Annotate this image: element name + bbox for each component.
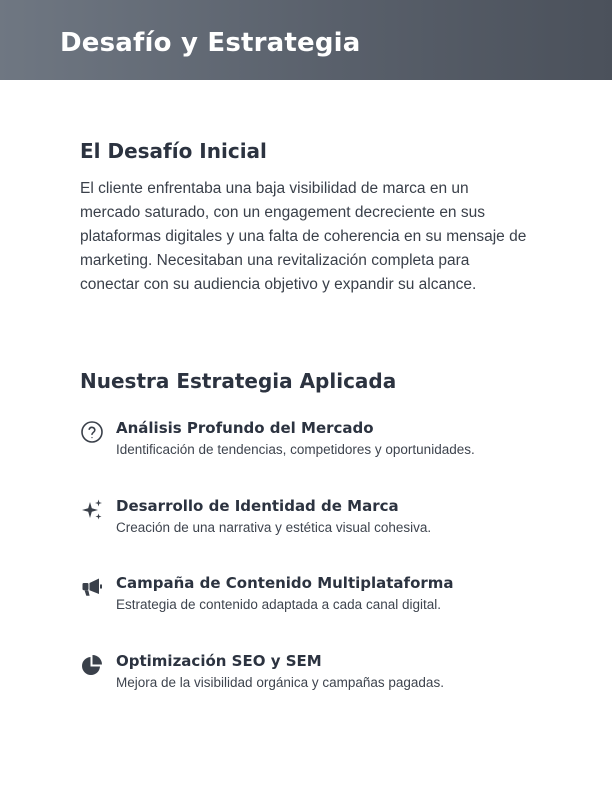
question-circle-icon	[80, 420, 104, 444]
challenge-body: El cliente enfrentaba una baja visibilidad de marca en un mercado saturado, con un engagement decreciente en sus plataformas digitales y una falta de coherencia en su mensaje de marketing. Necesitaban una revitalización completa para conectar con su audiencia objetivo y expandir su alcance.	[80, 180, 527, 293]
strategy-item-content-campaign	[80, 573, 550, 623]
strategy-item-market-analysis	[80, 418, 550, 468]
strategy-item-brand-identity	[80, 496, 550, 546]
strategy-item-title: Análisis Profundo del Mercado	[116, 419, 374, 437]
sparkles-icon	[80, 498, 104, 522]
strategy-item-description: Mejora de la visibilidad orgánica y campañas pagadas.	[116, 675, 444, 690]
strategy-item-title: Desarrollo de Identidad de Marca	[116, 497, 399, 515]
pie-chart-icon	[80, 653, 104, 677]
strategy-item-description: Identificación de tendencias, competidores y oportunidades.	[116, 442, 475, 457]
page-title: Desafío y Estrategia	[60, 28, 361, 58]
strategy-item-title: Campaña de Contenido Multiplataforma	[116, 574, 454, 592]
strategy-item-title: Optimización SEO y SEM	[116, 652, 322, 670]
challenge-heading: El Desafío Inicial	[80, 139, 267, 163]
page-header	[0, 0, 612, 80]
megaphone-icon	[80, 575, 104, 599]
strategy-heading: Nuestra Estrategia Aplicada	[80, 369, 397, 393]
strategy-item-description: Creación de una narrativa y estética visual cohesiva.	[116, 520, 432, 535]
strategy-item-seo-sem	[80, 651, 550, 701]
strategy-item-description: Estrategia de contenido adaptada a cada canal digital.	[116, 597, 441, 612]
